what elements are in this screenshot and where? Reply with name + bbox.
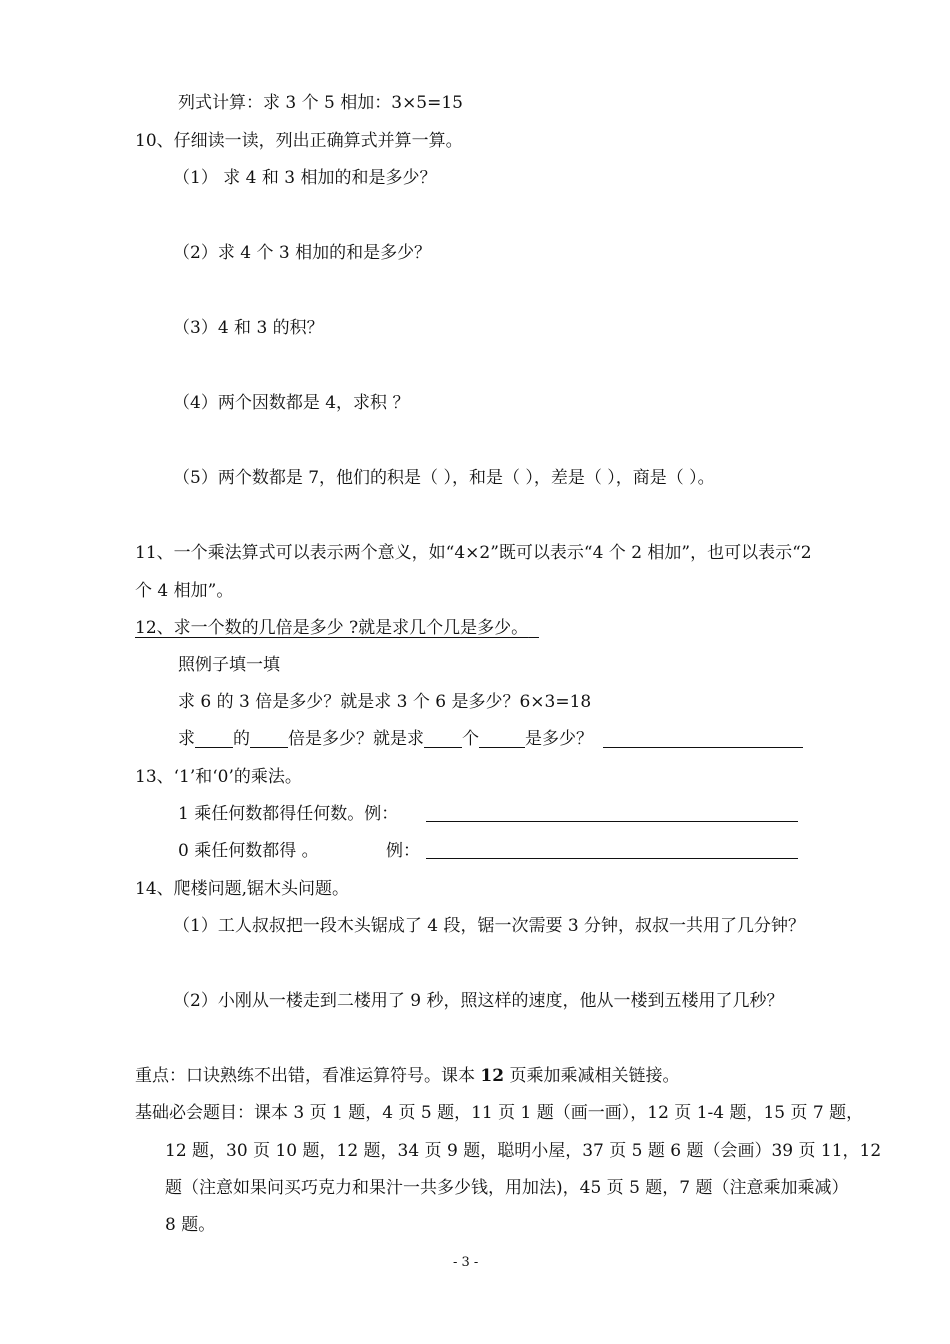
basic-problems-line-2: 12 题，30 页 10 题，12 题，34 页 9 题，聪明小屋，37 页 5 题 6 题（会画）39 页 11，12 — [165, 1141, 882, 1161]
page-number: - 3 - — [453, 1255, 479, 1270]
fill-blank-times[interactable] — [250, 729, 288, 748]
question-13-title: 13、‘1’和‘0’的乘法。 — [135, 767, 302, 787]
fill-blank-count[interactable] — [424, 729, 462, 748]
question-13-rule-1: 1 乘任何数都得任何数。例： — [178, 804, 399, 824]
question-14-item-1: （1）工人叔叔把一段木头锯成了 4 段，锯一次需要 3 分钟，叔叔一共用了几分钟？ — [173, 916, 806, 936]
question-11-line-2: 个 4 相加”。 — [135, 581, 234, 601]
key-points-page: 12 — [480, 1066, 505, 1086]
question-14-title: 14、爬楼问题,锯木头问题。 — [135, 879, 350, 899]
fill-blank-value[interactable] — [479, 729, 525, 748]
question-11-line-1: 11、一个乘法算式可以表示两个意义，如“4×2”既可以表示“4 个 2 相加”，也可以表示“2 — [135, 543, 812, 563]
question-13-rule-2: 0 乘任何数都得 。 — [178, 841, 319, 861]
fill-blank-answer[interactable] — [603, 729, 803, 748]
fill-text-2: 的 — [233, 729, 250, 749]
basic-problems-line-1: 基础必会题目：课本 3 页 1 题，4 页 5 题，11 页 1 题（画一画），12 页 1-4 题，15 页 7 题， — [135, 1103, 864, 1123]
question-12-title-text: 12、求一个数的几倍是多少 ?就是求几个几是多少。 — [135, 618, 529, 638]
fill-text-4: 个 — [462, 729, 479, 749]
question-10-item-5: （5）两个数都是 7，他们的积是（ ），和是（ ），差是（ ），商是（ ）。 — [173, 468, 715, 488]
question-12-instruction: 照例子填一填 — [178, 655, 280, 675]
fill-text-1: 求 — [178, 729, 195, 749]
question-10-item-2: （2）求 4 个 3 相加的和是多少？ — [173, 243, 432, 263]
question-13-example-1-blank[interactable] — [426, 803, 798, 822]
basic-problems-line-4: 8 题。 — [165, 1215, 216, 1235]
line-example-calc: 列式计算：求 3 个 5 相加：3×5=15 — [178, 93, 463, 113]
question-10-item-1: （1） 求 4 和 3 相加的和是多少？ — [173, 168, 437, 188]
key-points — [135, 1065, 679, 1087]
question-10-item-4: （4）两个因数都是 4，求积 ？ — [173, 393, 410, 413]
question-10-item-3: （3）4 和 3 的积？ — [173, 318, 324, 338]
question-14-item-2: （2）小刚从一楼走到二楼用了 9 秒，照这样的速度，他从一楼到五楼用了几秒？ — [173, 991, 784, 1011]
fill-text-5: 是多少？ — [525, 729, 593, 749]
question-10-title: 10、仔细读一读，列出正确算式并算一算。 — [135, 131, 463, 151]
fill-blank-number[interactable] — [195, 729, 233, 748]
key-points-text-c: 页乘加乘减相关链接。 — [504, 1066, 680, 1086]
key-points-text-a: 重点：口诀熟练不出错，看准运算符号。课本 — [135, 1066, 481, 1086]
question-13-example-2-blank[interactable] — [426, 840, 798, 859]
fill-text-3: 倍是多少？就是求 — [288, 729, 424, 749]
basic-problems-line-3: 题（注意如果问买巧克力和果汁一共多少钱，用加法)，45 页 5 题，7 题（注意乘加乘减） — [165, 1178, 849, 1198]
question-12-example: 求 6 的 3 倍是多少？就是求 3 个 6 是多少？6×3=18 — [178, 692, 592, 712]
question-13-rule-2-example-label: 例： — [386, 841, 420, 861]
question-12-title — [135, 617, 539, 639]
question-12-fill-line — [178, 728, 803, 750]
